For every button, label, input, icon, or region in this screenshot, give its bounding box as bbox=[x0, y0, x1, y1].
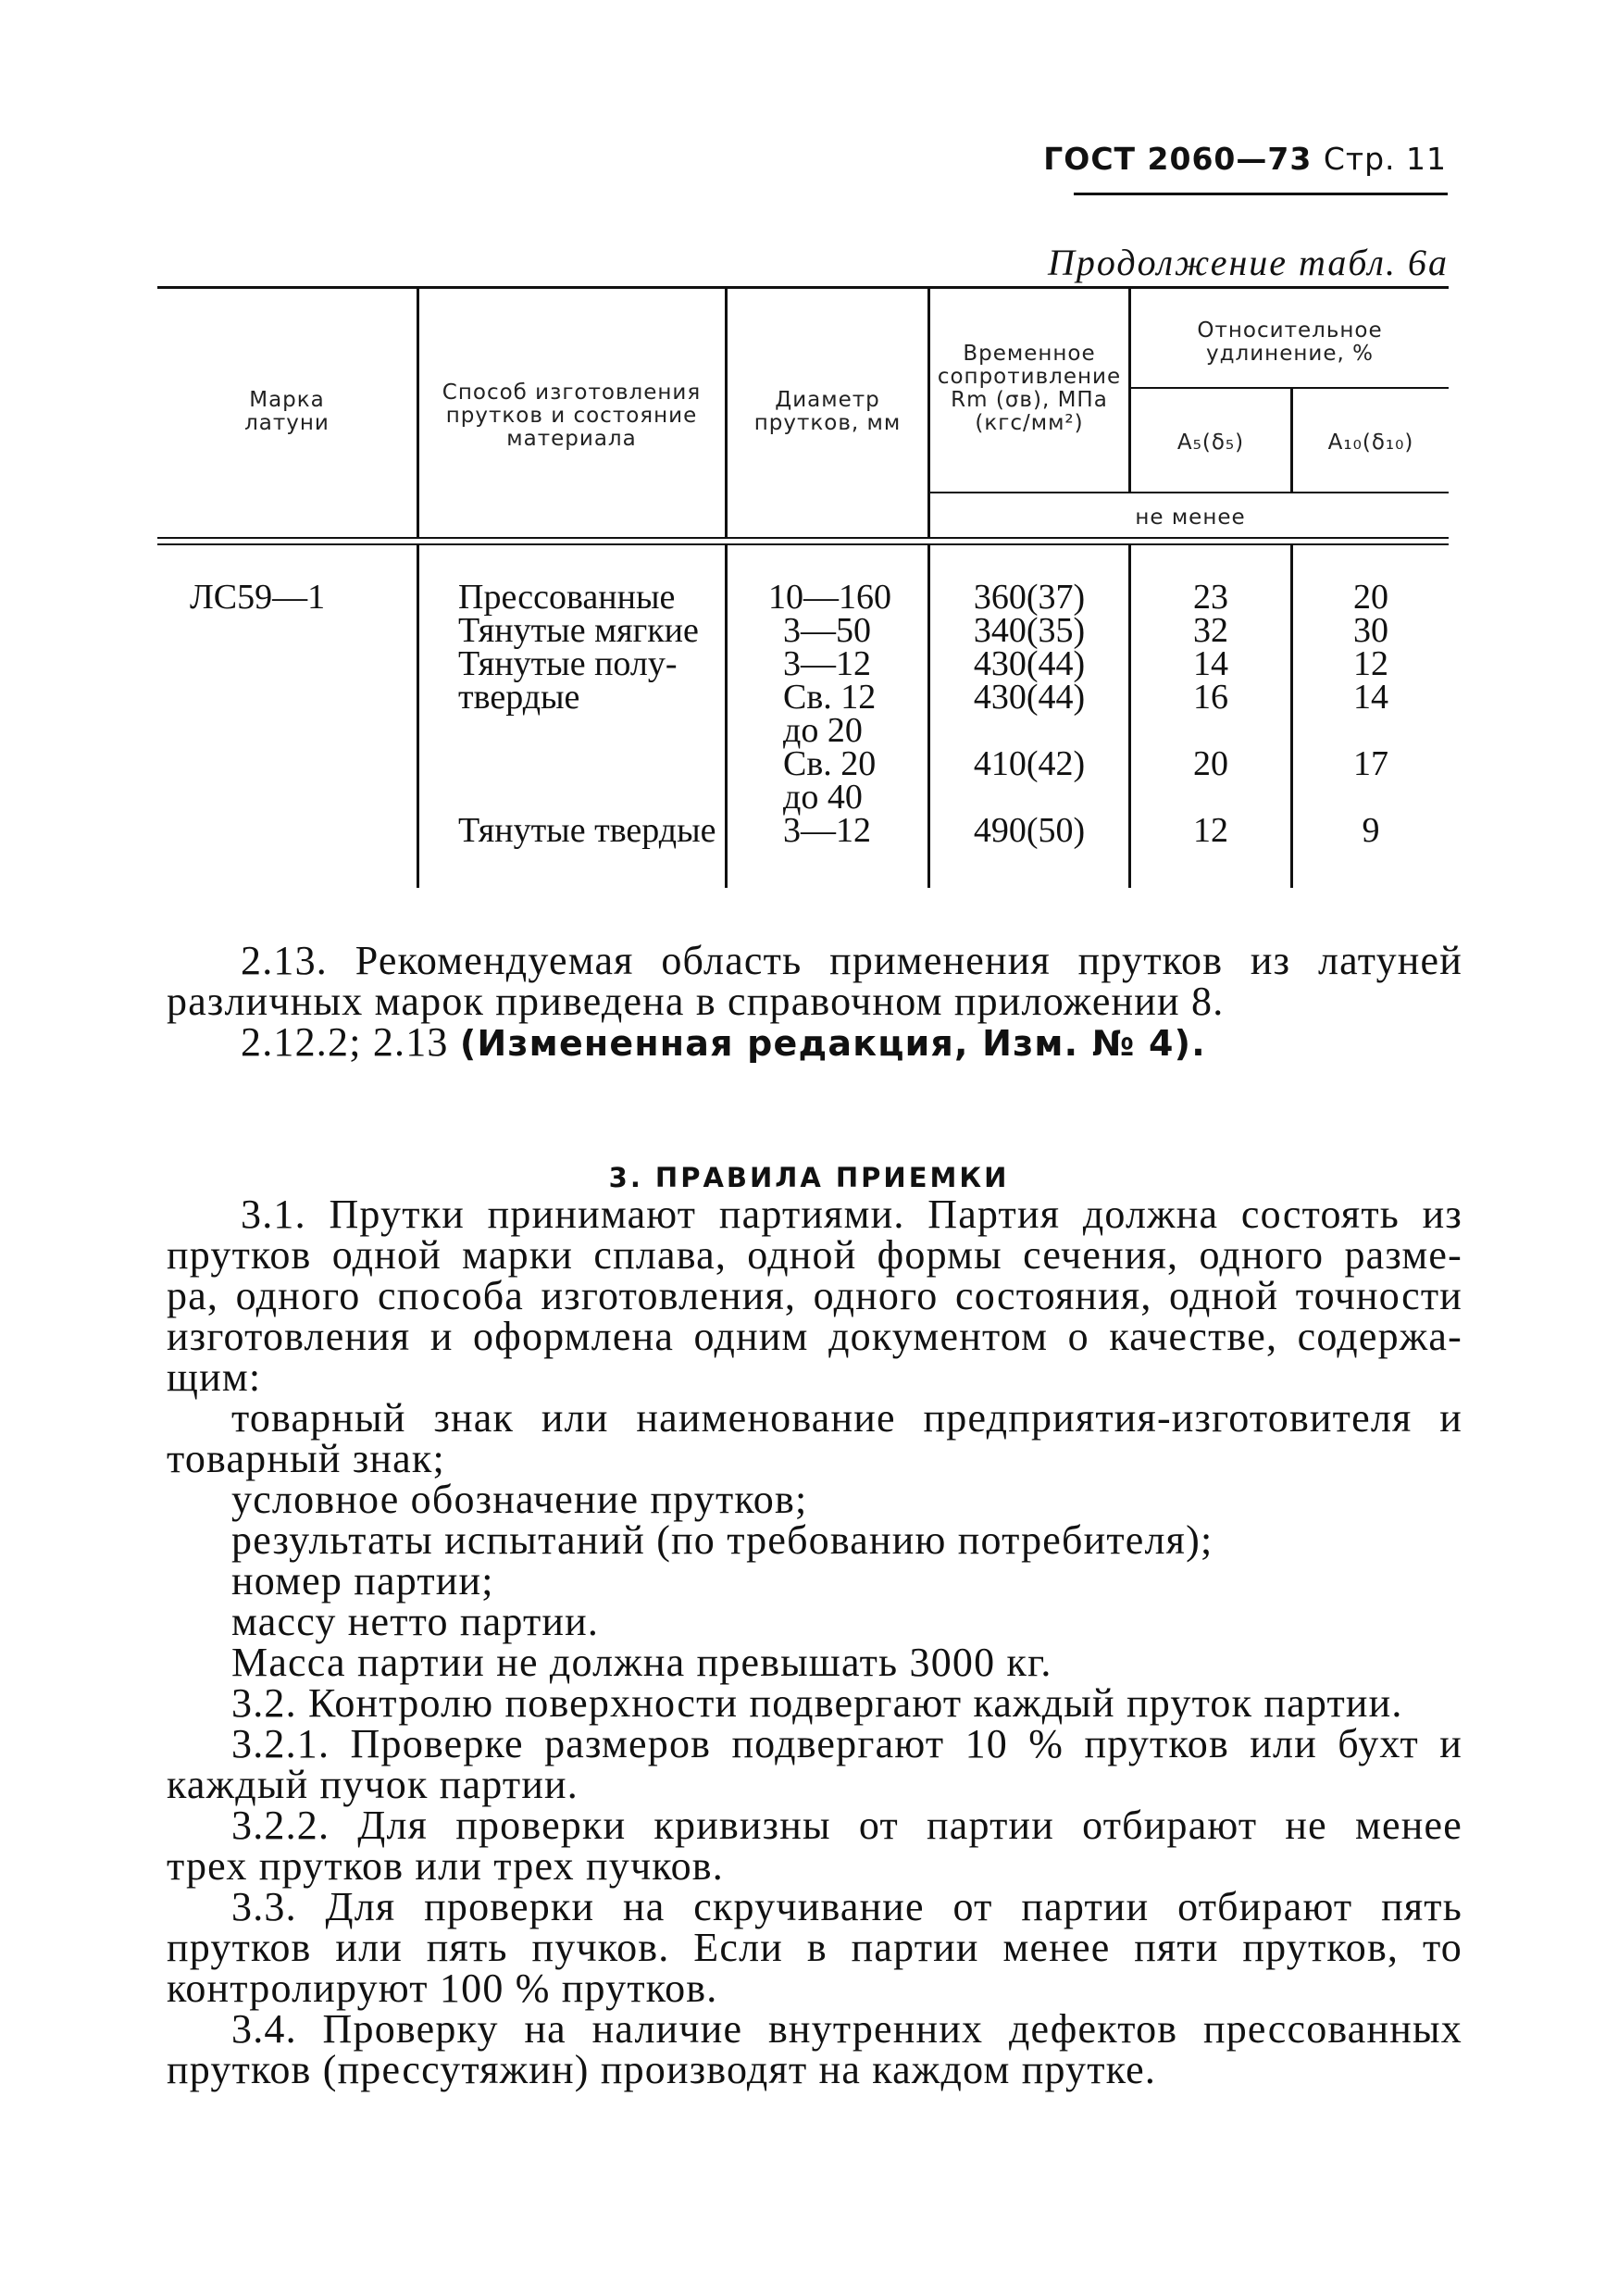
list-item: номер партии; bbox=[231, 1558, 494, 1603]
paragraph-2-13 bbox=[167, 938, 1462, 1065]
a10-cell: 12 bbox=[1353, 644, 1388, 683]
diameter-cell: до 40 bbox=[783, 778, 863, 817]
text-line: изготовления и оформлена одним документом о качестве, содержа- bbox=[167, 1314, 1462, 1359]
method-cell: Прессованные bbox=[458, 578, 676, 617]
text-line: щим: bbox=[167, 1354, 262, 1400]
a5-cell: 23 bbox=[1193, 578, 1228, 617]
col-header-grade: Марка латуни bbox=[244, 388, 330, 435]
text-line: контролируют 100 % прутков. bbox=[167, 1965, 718, 2011]
text-line: 3.2.1. Проверке размеров подвергают 10 % прутков или бухт и bbox=[231, 1721, 1462, 1766]
body-divider-1 bbox=[417, 545, 419, 888]
amendment-note: (Измененная редакция, Изм. № 4). bbox=[459, 1023, 1206, 1064]
a10-cell bbox=[1293, 780, 1449, 814]
list-item: массу нетто партии. bbox=[231, 1599, 600, 1644]
method-cell: Тянутые твердые bbox=[458, 811, 716, 850]
a5-cell: 16 bbox=[1193, 678, 1228, 717]
table-top-rule bbox=[157, 286, 1449, 289]
a10-cell: 20 bbox=[1353, 578, 1388, 617]
text-line: 2.13. Рекомендуемая область применения прутков из латуней bbox=[241, 938, 1462, 983]
strength-cell bbox=[930, 780, 1128, 814]
col-header-strength: Временное сопротивление Rm (σв), МПа (кгс/мм²) bbox=[937, 342, 1122, 435]
a10-cell: 14 bbox=[1353, 678, 1388, 717]
a5-cell: 14 bbox=[1193, 644, 1228, 683]
a10-cell: 9 bbox=[1362, 811, 1380, 850]
header-bottom-rule-2 bbox=[157, 543, 1449, 545]
text-line: 3.1. Прутки принимают партиями. Партия должна состоять из bbox=[241, 1192, 1462, 1237]
standard-number: ГОСТ 2060—73 bbox=[1043, 141, 1313, 177]
strength-cell: 410(42) bbox=[973, 744, 1086, 783]
min-note: не менее bbox=[1135, 505, 1246, 530]
col-header-elongation: Относительное удлинение, % bbox=[1197, 318, 1383, 366]
method-cell: твердые bbox=[458, 678, 580, 717]
text-line: прутков одной марки сплава, одной формы сечения, одного разме- bbox=[167, 1232, 1462, 1278]
text-line: каждый пучок партии. bbox=[167, 1762, 579, 1807]
text-line: различных марок приведена в справочном приложении 8. bbox=[167, 979, 1225, 1024]
text-line: 3.3. Для проверки на скручивание от партии отбирают пять bbox=[231, 1884, 1462, 1929]
list-item: условное обозначение прутков; bbox=[231, 1477, 808, 1522]
a5-cell bbox=[1131, 714, 1290, 747]
diameter-cell: Св. 12 bbox=[783, 678, 877, 717]
a10-cell: 30 bbox=[1353, 611, 1388, 650]
a10-column bbox=[1293, 578, 1449, 850]
a5-cell bbox=[1131, 780, 1290, 814]
method-cell: Тянутые мягкие bbox=[458, 611, 699, 650]
paragraph-3-2: 3.2. Контролю поверхности подвергают каждый пруток партии. bbox=[231, 1680, 1403, 1726]
col-header-diameter: Диаметр прутков, мм bbox=[753, 388, 902, 435]
strength-cell: 430(44) bbox=[973, 644, 1086, 683]
strength-cell: 360(37) bbox=[973, 578, 1086, 617]
list-item: товарный знак; bbox=[167, 1436, 445, 1481]
diameter-column bbox=[731, 578, 891, 850]
col-header-method: Способ изготовления прутков и состояние материала bbox=[442, 381, 702, 451]
table-caption: Продолжение табл. 6а bbox=[1047, 242, 1449, 283]
a5-cell: 20 bbox=[1193, 744, 1228, 783]
amendment-line bbox=[167, 1019, 1462, 1065]
strength-cell: 340(35) bbox=[973, 611, 1086, 650]
diameter-cell: 10—160 bbox=[768, 578, 891, 617]
diameter-cell: Св. 20 bbox=[783, 744, 877, 783]
page-number: Стр. 11 bbox=[1323, 141, 1447, 177]
diameter-cell: 3—12 bbox=[783, 811, 871, 850]
text-line: трех прутков или трех пучков. bbox=[167, 1843, 724, 1889]
list-item: товарный знак или наименование предприятия-изготовителя и bbox=[231, 1395, 1462, 1441]
amendment-refs: 2.12.2; 2.13 bbox=[241, 1019, 449, 1065]
method-cell bbox=[421, 714, 727, 747]
page-header bbox=[1043, 141, 1447, 177]
strength-cell: 430(44) bbox=[973, 678, 1086, 717]
text-line: ра, одного способа изготовления, одного состояния, одной точности bbox=[167, 1273, 1462, 1318]
strength-cell bbox=[930, 714, 1128, 747]
method-cell: Тянутые полу- bbox=[458, 644, 678, 683]
a5-cell: 12 bbox=[1193, 811, 1228, 850]
col-divider-2 bbox=[725, 289, 728, 539]
a10-cell: 17 bbox=[1353, 744, 1388, 783]
a5-cell: 32 bbox=[1193, 611, 1228, 650]
list-item: результаты испытаний (по требованию потребителя); bbox=[231, 1517, 1214, 1563]
grade-cell: ЛС59—1 bbox=[190, 578, 326, 617]
diameter-cell: до 20 bbox=[783, 711, 863, 750]
text-line: прутков или пять пучков. Если в партии менее пяти прутков, то bbox=[167, 1925, 1462, 1970]
diameter-cell: 3—50 bbox=[783, 611, 871, 650]
section-3-body bbox=[167, 1194, 1462, 2090]
a5-column bbox=[1131, 578, 1290, 850]
text-line: Масса партии не должна превышать 3000 кг. bbox=[231, 1640, 1052, 1685]
text-line: 3.4. Проверку на наличие внутренних дефектов прессованных bbox=[231, 2006, 1462, 2052]
col-divider-1 bbox=[417, 289, 419, 539]
method-cell bbox=[421, 780, 727, 814]
method-cell bbox=[421, 747, 727, 780]
a10-cell bbox=[1293, 714, 1449, 747]
strength-cell: 490(50) bbox=[973, 811, 1086, 850]
header-rule bbox=[1074, 193, 1448, 195]
section-title: 3. ПРАВИЛА ПРИЕМКИ bbox=[608, 1162, 1010, 1193]
diameter-cell: 3—12 bbox=[783, 644, 871, 683]
header-bottom-rule-1 bbox=[157, 537, 1449, 539]
text-line: 3.2.2. Для проверки кривизны от партии отбирают не менее bbox=[231, 1803, 1462, 1848]
col-header-a5: A₅(δ₅) bbox=[1176, 430, 1245, 455]
min-note-rule bbox=[930, 492, 1449, 493]
strength-column bbox=[930, 578, 1128, 850]
text-line: прутков (прессутяжин) производят на каждом прутке. bbox=[167, 2047, 1157, 2092]
col-header-a10: A₁₀(δ₁₀) bbox=[1327, 430, 1414, 455]
col-divider-3 bbox=[927, 289, 930, 539]
method-column bbox=[421, 578, 727, 850]
